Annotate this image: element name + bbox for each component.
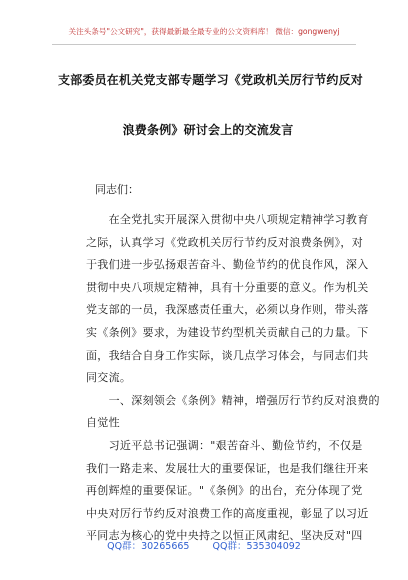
greeting: 同志们： [95,183,139,196]
body-text-line: 在全党扎实开展深入贯彻中央八项规定精神学习教育 [86,213,369,226]
body-text-line: 贯彻中央八项规定精神，具有十分重要的意义。作为机关 [86,280,369,294]
body-text-line: 之际，认真学习《党政机关厉行节约反对浪费条例》，对 [86,235,363,249]
header-divider [52,44,356,45]
footer-contact [0,538,408,552]
document-title-line-2: 浪费条例》研讨会上的交流发言 [122,123,294,137]
body-text-line: 同交流。 [86,371,132,385]
body-text-line: 中央对厉行节约反对浪费工作的高度重视，彰显了以习近 [86,506,369,520]
document-title-line-1: 支部委员在机关党支部专题学习《党政机关厉行节约反对 [58,73,364,87]
body-text-line: 实《条例》要求，为建设节约型机关贡献自己的力量。下 [86,326,369,339]
body-text-line: 再创辉煌的重要保证。"《条例》的出台，充分体现了党 [86,484,363,498]
body-text-line: 党支部的一员，我深感责任重大，必须以身作则，带头落 [86,303,369,317]
body-text-line: 自觉性 [86,416,120,430]
body-text-line: 习近平总书记强调："艰苦奋斗、勤俭节约，不仅是 [86,439,363,452]
header-promo-note: 关注头条号"公文研究"，获得最新最全最专业的公文资料库！ 微信：gongwenyj [68,27,340,36]
footer-qq-group-1[interactable]: QQ群：30265665 [107,541,190,552]
body-text-line: 面，我结合自身工作实际，谈几点学习体会，与同志们共 [86,348,369,362]
body-text-line: 于我们进一步弘扬艰苦奋斗、勤俭节约的优良作风，深入 [86,258,369,272]
body-text-line: 平同志为核心的党中央持之以恒正风肃纪、坚决反对"四 [86,529,363,543]
footer-qq-group-2[interactable]: QQ群：535304092 [212,541,301,552]
body-text-line: 一、深刻领会《条例》精神，增强厉行节约反对浪费的 [86,393,380,407]
body-text-line: 我们一路走来、发展壮大的重要保证，也是我们继往开来 [86,461,369,475]
